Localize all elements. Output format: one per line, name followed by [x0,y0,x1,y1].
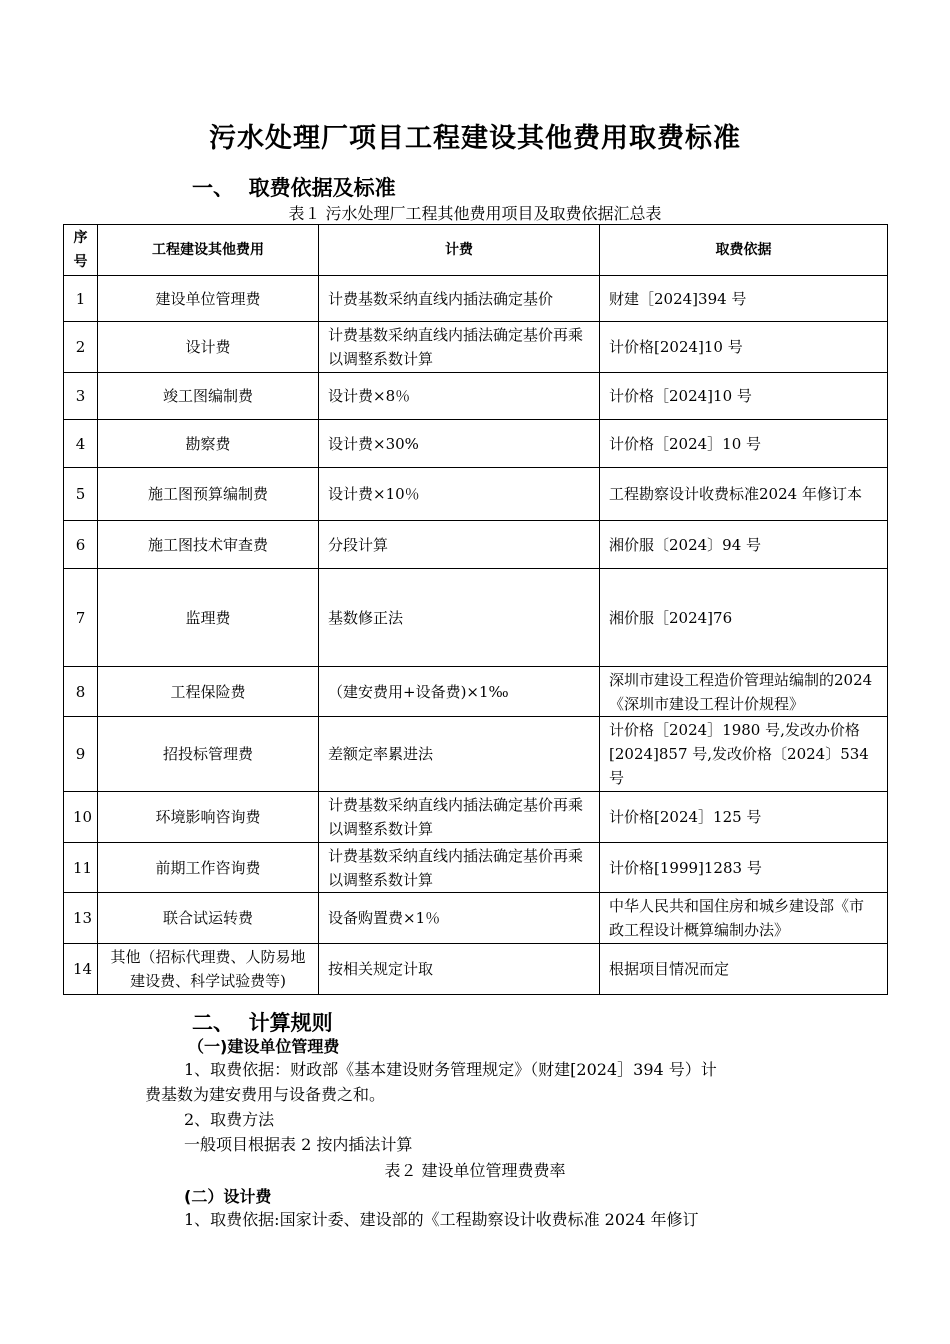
row-name: 施工图技术审查费 [98,521,319,569]
row-calc: 基数修正法 [319,569,600,667]
row-no: 2 [64,322,98,373]
row-basis: 计价格［2024］1980 号,发改办价格[2024]857 号,发改价格〔2024〕534 号 [600,717,888,792]
table-header-row [64,225,888,276]
row-calc: 计费基数采纳直线内插法确定基价再乘以调整系数计算 [319,843,600,893]
subheading-design-fee: (二）设计费 [184,1187,272,1206]
row-basis: 计价格［2024]10 号 [600,373,888,420]
table-row [64,521,888,569]
table-row [64,792,888,843]
row-calc: 设计费×10％ [319,468,600,521]
row-basis: 工程勘察设计收费标准2024 年修订本 [600,468,888,521]
row-no: 1 [64,276,98,322]
row-name: 竣工图编制费 [98,373,319,420]
row-name: 前期工作咨询费 [98,843,319,893]
row-no: 13 [64,893,98,944]
row-no: 3 [64,373,98,420]
row-calc: （建安费用+设备费)×1‰ [319,667,600,717]
paragraph-basis-line1: 1、取费依据：财政部《基本建设财务管理规定》（财建[2024］394 号）计 [184,1060,717,1079]
table-row [64,468,888,521]
row-name: 工程保险费 [98,667,319,717]
paragraph-method-detail: 一般项目根据表 2 按内插法计算 [184,1135,413,1154]
row-name: 监理费 [98,569,319,667]
row-name: 勘察费 [98,420,319,468]
row-basis: 财建［2024]394 号 [600,276,888,322]
paragraph-basis-line2: 费基数为建安费用与设备费之和。 [145,1085,386,1104]
table-row [64,893,888,944]
section-heading-rules: 二、 计算规则 [192,1011,333,1035]
paragraph-method: 2、取费方法 [184,1110,275,1129]
subheading-owner-management-fee: （一)建设单位管理费 [188,1037,340,1056]
row-no: 9 [64,717,98,792]
row-name: 设计费 [98,322,319,373]
row-no: 5 [64,468,98,521]
row-no: 10 [64,792,98,843]
row-name: 环境影响咨询费 [98,792,319,843]
table1-caption: 表１ 污水处理厂工程其他费用项目及取费依据汇总表 [288,204,662,223]
table-row [64,569,888,667]
table-row [64,717,888,792]
row-basis: 湘价服〔2024〕94 号 [600,521,888,569]
row-basis: 计价格[2024］125 号 [600,792,888,843]
row-name: 建设单位管理费 [98,276,319,322]
row-basis: 中华人民共和国住房和城乡建设部《市政工程设计概算编制办法》 [600,893,888,944]
table-row [64,944,888,995]
row-no: 8 [64,667,98,717]
row-name: 其他（招标代理费、人防易地建设费、科学试验费等) [98,944,319,995]
row-calc: 差额定率累进法 [319,717,600,792]
row-name: 联合试运转费 [98,893,319,944]
row-calc: 计费基数采纳直线内插法确定基价再乘以调整系数计算 [319,792,600,843]
paragraph-design-basis: 1、取费依据:国家计委、建设部的《工程勘察设计收费标准 2024 年修订 [184,1210,699,1229]
row-calc: 设计费×30% [319,420,600,468]
row-basis: 计价格［2024］10 号 [600,420,888,468]
row-no: 11 [64,843,98,893]
row-basis: 深圳市建设工程造价管理站编制的2024《深圳市建设工程计价规程》 [600,667,888,717]
row-calc: 计费基数采纳直线内插法确定基价 [319,276,600,322]
row-calc: 设备购置费×1％ [319,893,600,944]
row-name: 施工图预算编制费 [98,468,319,521]
row-no: 14 [64,944,98,995]
row-no: 6 [64,521,98,569]
row-calc: 计费基数采纳直线内插法确定基价再乘以调整系数计算 [319,322,600,373]
page-title: 污水处理厂项目工程建设其他费用取费标准 [209,123,741,154]
row-name: 招投标管理费 [98,717,319,792]
row-calc: 设计费×8％ [319,373,600,420]
row-basis: 湘价服［2024]76 [600,569,888,667]
header-calc: 计费 [319,225,600,276]
header-name: 工程建设其他费用 [98,225,319,276]
table-row [64,322,888,373]
table-row [64,276,888,322]
table-row [64,843,888,893]
table-row [64,667,888,717]
header-basis: 取费依据 [600,225,888,276]
table2-caption: 表２ 建设单位管理费费率 [384,1161,566,1180]
row-basis: 计价格[2024]10 号 [600,322,888,373]
table-row [64,420,888,468]
header-no: 序号 [64,225,98,276]
row-basis: 计价格[1999]1283 号 [600,843,888,893]
row-basis: 根据项目情况而定 [600,944,888,995]
table-row [64,373,888,420]
row-no: 7 [64,569,98,667]
row-no: 4 [64,420,98,468]
fee-table [63,224,888,995]
row-calc: 分段计算 [319,521,600,569]
row-calc: 按相关规定计取 [319,944,600,995]
section-heading-basis: 一、 取费依据及标准 [192,176,396,200]
